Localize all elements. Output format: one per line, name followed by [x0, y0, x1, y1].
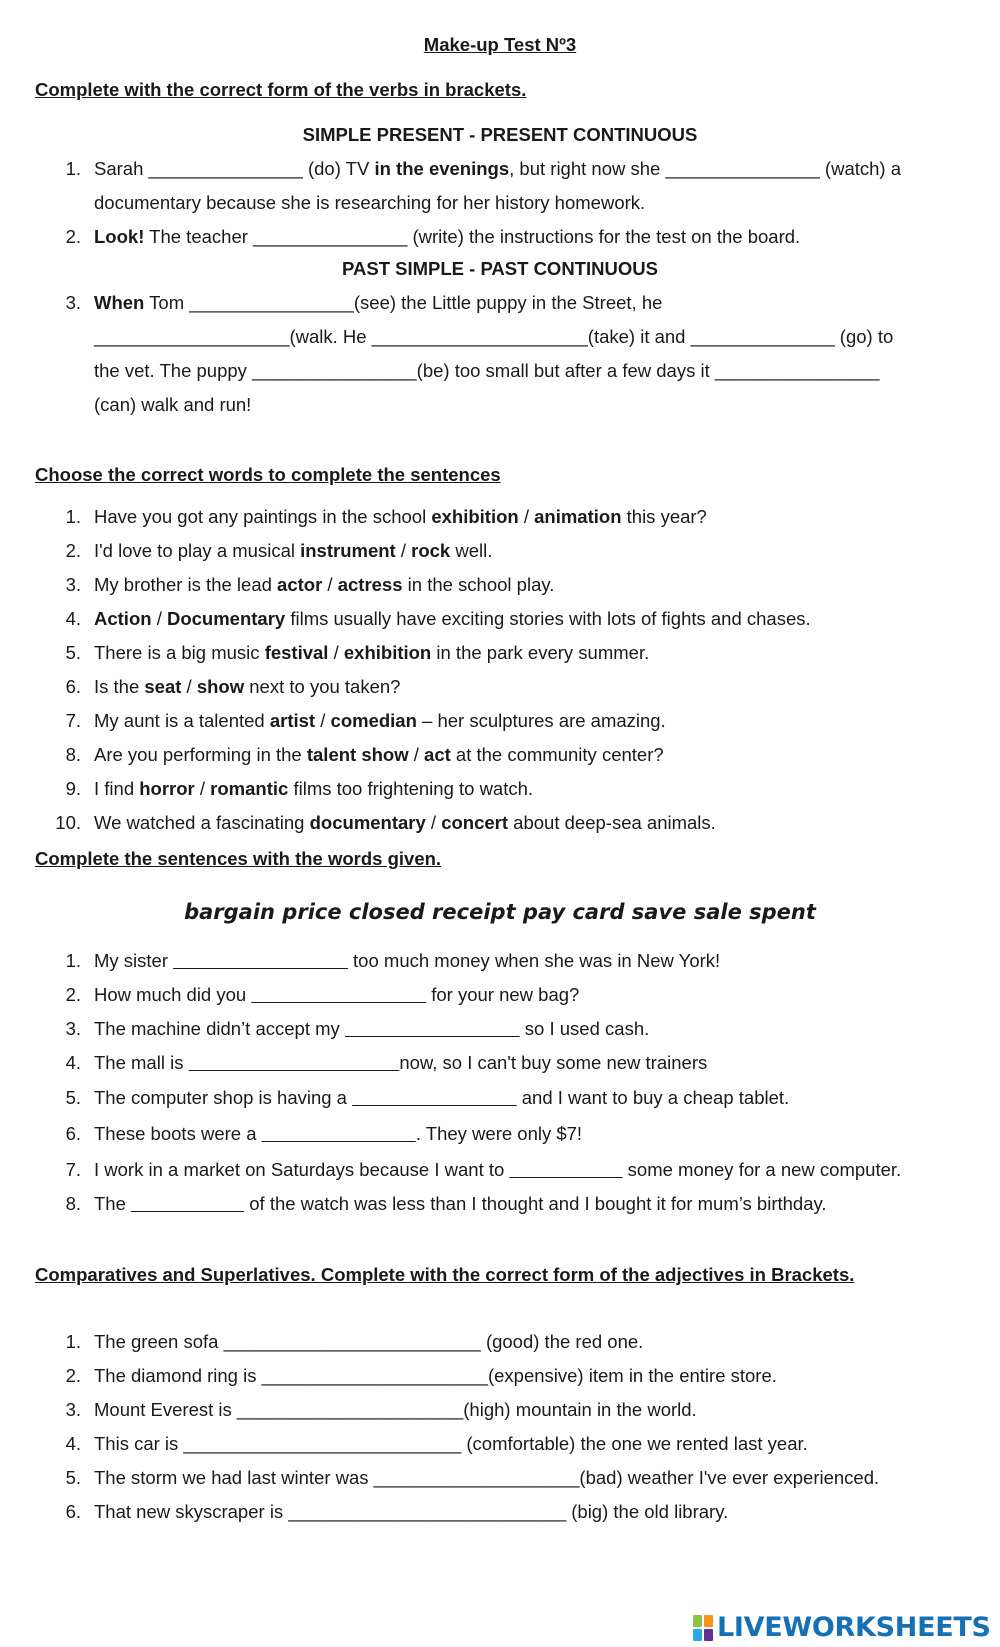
liveworksheets-logo	[693, 1612, 991, 1643]
verb-exercise-text: the vet. The puppy ________________(be) too small but after a few days it ________________	[94, 360, 880, 381]
word-gap-number: 7.	[65, 1159, 81, 1180]
logo-mark-icon	[693, 1615, 713, 1641]
vocab-choice-text: Have you got any paintings in the school exhibition / animation this year?	[94, 506, 707, 527]
verb-exercise-number: 3.	[65, 292, 81, 313]
word-gap-number: 4.	[65, 1052, 81, 1073]
page-title: Make-up Test Nº3	[423, 34, 577, 55]
verb-exercise-text: ___________________(walk. He _____________________(take) it and ______________ (go) to	[94, 326, 894, 347]
vocab-choice-text: Is the seat / show next to you taken?	[94, 676, 401, 697]
word-gap-number: 6.	[65, 1123, 81, 1144]
vocab-choice-number: 10.	[55, 812, 81, 833]
word-gap-text: The computer shop is having a and I want to buy a cheap tablet.	[94, 1087, 790, 1108]
word-gap-number: 5.	[65, 1087, 81, 1108]
word-gap-number: 8.	[65, 1193, 81, 1214]
vocab-choice-number: 1.	[65, 506, 81, 527]
verb-exercise-text: Sarah _______________ (do) TV in the evenings, but right now she _______________ (watch) a	[94, 158, 902, 179]
comparative-text: The diamond ring is ______________________(expensive) item in the entire store.	[94, 1365, 777, 1386]
vocab-choice-text: I'd love to play a musical instrument / rock well.	[94, 540, 493, 561]
section2-heading: Choose the correct words to complete the sentences	[35, 464, 501, 485]
comparative-number: 2.	[65, 1365, 81, 1386]
verb-exercise-text: When Tom ________________(see) the Little puppy in the Street, he	[94, 292, 663, 313]
word-gap-text: How much did you for your new bag?	[94, 984, 580, 1005]
word-gap-text: The mall is now, so I can't buy some new trainers	[94, 1052, 708, 1073]
vocab-choice-text: Are you performing in the talent show / act at the community center?	[94, 744, 664, 765]
word-gap-number: 3.	[65, 1018, 81, 1039]
section1-subhead-past: PAST SIMPLE - PAST CONTINUOUS	[342, 258, 658, 279]
vocab-choice-number: 6.	[65, 676, 81, 697]
word-gap-number: 2.	[65, 984, 81, 1005]
comparative-text: The storm we had last winter was ____________________(bad) weather I've ever experienced.	[94, 1467, 880, 1488]
word-gap-number: 1.	[65, 950, 81, 971]
word-gap-text: My sister too much money when she was in New York!	[94, 950, 721, 971]
vocab-choice-text: There is a big music festival / exhibition in the park every summer.	[94, 642, 650, 663]
vocab-choice-number: 2.	[65, 540, 81, 561]
comparative-number: 3.	[65, 1399, 81, 1420]
comparative-number: 5.	[65, 1467, 81, 1488]
verb-exercise-text: Look! The teacher _______________ (write) the instructions for the test on the board.	[94, 226, 801, 247]
word-gap-text: The machine didn’t accept my so I used cash.	[94, 1018, 650, 1039]
vocab-choice-number: 4.	[65, 608, 81, 629]
vocab-choice-text: My aunt is a talented artist / comedian – her sculptures are amazing.	[94, 710, 666, 731]
word-gap-text: These boots were a . They were only $7!	[94, 1123, 583, 1144]
vocab-choice-number: 7.	[65, 710, 81, 731]
word-gap-text: The of the watch was less than I thought and I bought it for mum’s birthday.	[94, 1193, 827, 1214]
word-gap-text: I work in a market on Saturdays because I want to some money for a new computer.	[94, 1159, 902, 1180]
vocab-choice-text: Action / Documentary films usually have exciting stories with lots of fights and chases.	[94, 608, 811, 629]
logo-text: LIVEWORKSHEETS	[717, 1612, 991, 1643]
section3-heading: Complete the sentences with the words given.	[35, 848, 442, 869]
section1-heading: Complete with the correct form of the verbs in brackets.	[35, 79, 527, 100]
verb-exercise-text: (can) walk and run!	[94, 394, 252, 415]
vocab-choice-number: 8.	[65, 744, 81, 765]
vocab-choice-number: 5.	[65, 642, 81, 663]
vocab-choice-text: My brother is the lead actor / actress in the school play.	[94, 574, 555, 595]
vocab-choice-number: 9.	[65, 778, 81, 799]
comparative-text: That new skyscraper is ___________________________ (big) the old library.	[94, 1501, 729, 1522]
word-bank: bargain price closed receipt pay card save sale spent	[184, 900, 816, 924]
comparative-text: This car is ___________________________ (comfortable) the one we rented last year.	[94, 1433, 808, 1454]
verb-exercise-text: documentary because she is researching for her history homework.	[94, 192, 646, 213]
comparative-text: The green sofa _________________________ (good) the red one.	[94, 1331, 644, 1352]
verb-exercise-number: 1.	[65, 158, 81, 179]
comparative-number: 4.	[65, 1433, 81, 1454]
section1-subhead-present: SIMPLE PRESENT - PRESENT CONTINUOUS	[302, 124, 698, 145]
comparative-number: 1.	[65, 1331, 81, 1352]
vocab-choice-number: 3.	[65, 574, 81, 595]
comparative-number: 6.	[65, 1501, 81, 1522]
section4-heading: Comparatives and Superlatives. Complete with the correct form of the adjectives in Brackets.	[35, 1264, 855, 1285]
vocab-choice-text: We watched a fascinating documentary / concert about deep-sea animals.	[94, 812, 716, 833]
comparative-text: Mount Everest is ______________________(high) mountain in the world.	[94, 1399, 697, 1420]
vocab-choice-text: I find horror / romantic films too frightening to watch.	[94, 778, 534, 799]
verb-exercise-number: 2.	[65, 226, 81, 247]
